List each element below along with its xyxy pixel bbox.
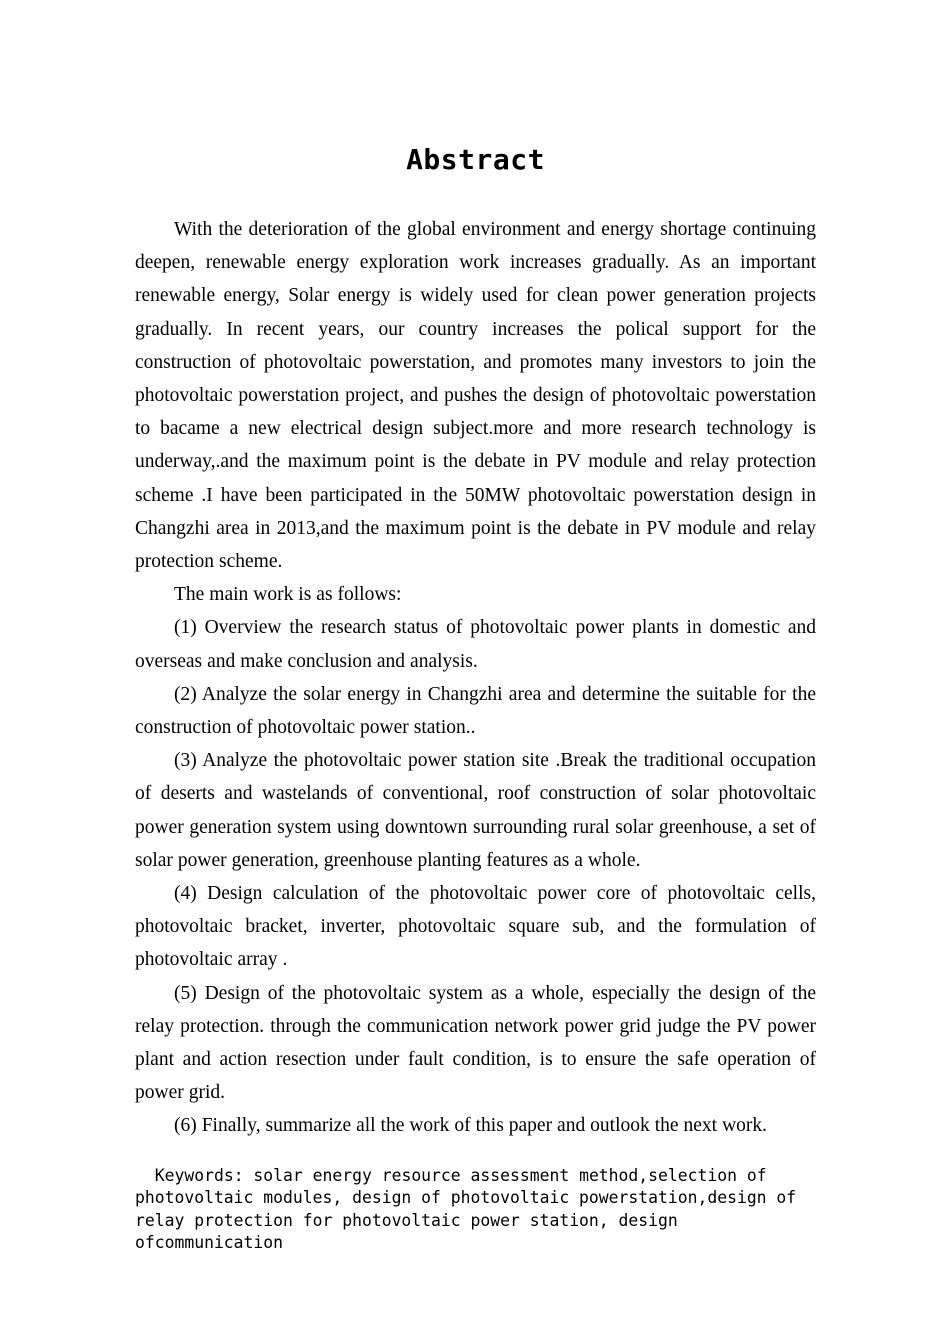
abstract-paragraph-intro: With the deterioration of the global environment and energy shortage continuing deepen, renewable energy exploration work increases gradually. As an important renewable energy, Solar energy is widely used for clean power generation projects gradually. In recent years, our country increases the polical support for the construction of photovoltaic powerstation, and promotes many investors to join the photovoltaic powerstation project, and pushes the design of photovoltaic powerstation to bacame a new electrical design subject.more and more research technology is underway,.and the maximum point is the debate in PV module and relay protection scheme .I have been participated in the 50MW photovoltaic powerstation design in Changzhi area in 2013,and the maximum point is the debate in PV module and relay protection scheme. bbox=[135, 219, 816, 573]
keywords-block bbox=[135, 1165, 816, 1255]
page-title: Abstract bbox=[406, 143, 545, 176]
abstract-paragraph-item-5: (5) Design of the photovoltaic system as a whole, especially the design of the relay protection. through the communication network power grid judge the PV power plant and action resection under fault condition, is to ensure the safe operation of power grid. bbox=[135, 982, 816, 1104]
document-content bbox=[135, 0, 816, 1254]
abstract-paragraph-item-3: (3) Analyze the photovoltaic power station site .Break the traditional occupation of deserts and wastelands of conventional, roof construction of solar photovoltaic power generation system using downtown surrounding rural solar greenhouse, a set of solar power generation, greenhouse planting features as a whole. bbox=[135, 750, 816, 871]
abstract-paragraph-item-2: (2) Analyze the solar energy in Changzhi area and determine the suitable for the construction of photovoltaic power station.. bbox=[135, 683, 816, 739]
abstract-paragraph-item-6: (6) Finally, summarize all the work of this paper and outlook the next work. bbox=[174, 1115, 768, 1137]
abstract-paragraph-item-1: (1) Overview the research status of photovoltaic power plants in domestic and overseas and make conclusion and analysis. bbox=[135, 617, 816, 672]
keywords-line-3: relay protection for photovoltaic power station, design bbox=[135, 1210, 678, 1230]
keywords-line-4: ofcommunication bbox=[135, 1232, 284, 1252]
abstract-body bbox=[135, 213, 816, 1143]
keywords-line-2: photovoltaic modules, design of photovoltaic powerstation,design of bbox=[135, 1188, 797, 1208]
keywords-line-1: Keywords: solar energy resource assessment method,selection of bbox=[135, 1165, 767, 1185]
abstract-paragraph-main-work-lead: The main work is as follows: bbox=[174, 584, 402, 606]
abstract-paragraph-item-4: (4) Design calculation of the photovoltaic power core of photovoltaic cells, photovoltaic bracket, inverter, photovoltaic square sub, and the formulation of photovoltaic array . bbox=[135, 883, 816, 971]
